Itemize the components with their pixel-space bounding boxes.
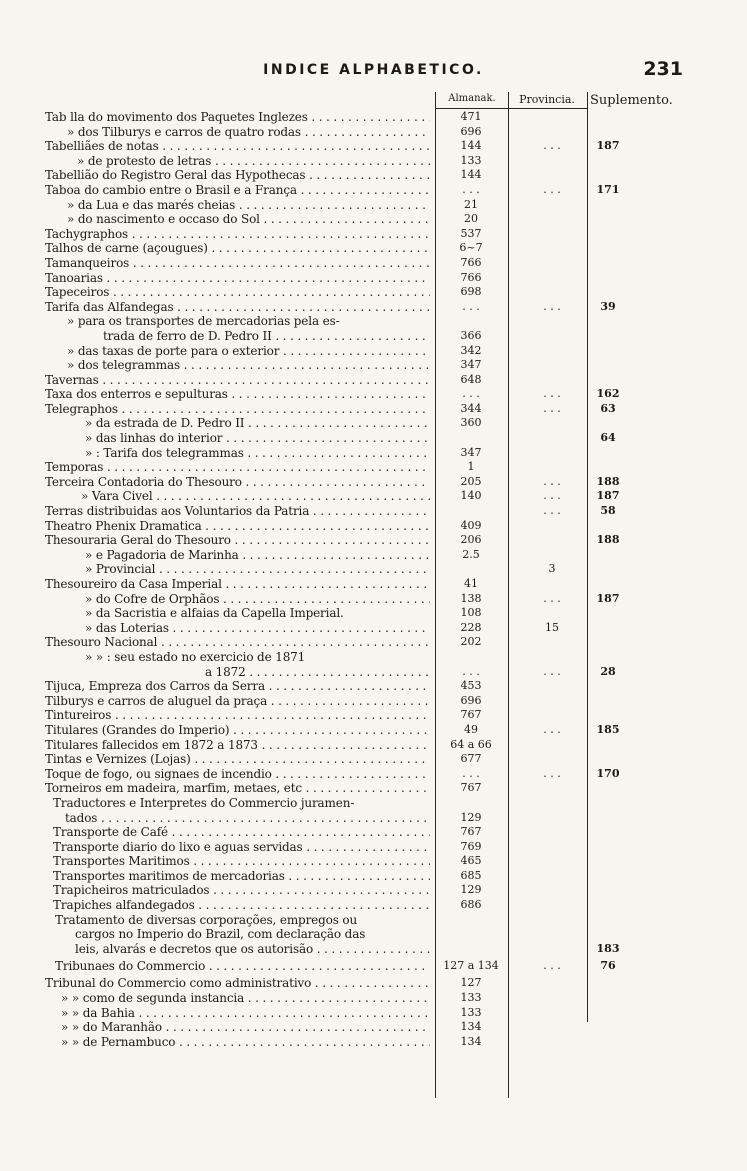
index-entry xyxy=(45,314,691,329)
entry-provincia-page: . . . xyxy=(543,591,561,605)
index-entry xyxy=(45,1035,691,1050)
index-entry xyxy=(45,635,691,650)
page-title: INDICE ALPHABETICO. xyxy=(263,62,484,78)
index-entry xyxy=(45,854,691,869)
entry-label: Temporas . . . xyxy=(45,460,430,475)
index-entry xyxy=(45,344,691,359)
entry-label: Tabelliães de notas . . . xyxy=(45,139,430,154)
entry-suplemento-page: 171 xyxy=(596,182,620,196)
entry-almanak-page: 767 xyxy=(460,825,482,839)
entry-label: » da Lua e das marés cheias . . . xyxy=(67,198,430,213)
entry-label: » da Sacristia e alfaias da Capella Imperial. xyxy=(85,606,344,621)
column-header-almanak: Almanak. xyxy=(448,93,496,104)
entry-label: Titulares (Grandes do Imperio) . . . xyxy=(45,723,430,738)
entry-label: Transportes Maritimos . . . xyxy=(53,854,430,869)
entry-label: Tintureiros . . . xyxy=(45,708,430,723)
index-entry xyxy=(45,504,691,519)
entry-label: Tratamento de diversas corporações, empregos ou xyxy=(55,912,358,927)
entry-label: » » da Bahia . . . xyxy=(61,1006,430,1021)
entry-provincia-page: . . . xyxy=(543,489,561,503)
entry-label: Talhos de carne (açougues) . . . xyxy=(45,241,430,256)
entry-almanak-page: 696 xyxy=(460,124,482,138)
entry-almanak-page: . . . xyxy=(462,766,480,780)
index-entry xyxy=(45,489,691,504)
entry-label: » das Loterias . . . xyxy=(85,621,430,636)
entry-almanak-page: 344 xyxy=(460,401,482,415)
index-entry xyxy=(45,519,691,534)
index-entry xyxy=(45,256,691,271)
entry-suplemento-page: 188 xyxy=(596,533,620,547)
entry-almanak-page: 347 xyxy=(460,445,482,459)
entry-provincia-page: 15 xyxy=(545,620,559,634)
entry-label: Taxa dos enterros e sepulturas . . . xyxy=(45,387,430,402)
index-entry xyxy=(45,942,691,957)
entry-label: Transportes maritimos de mercadorias . . . xyxy=(53,869,430,884)
entry-almanak-page: 129 xyxy=(460,810,482,824)
entry-almanak-page: 20 xyxy=(464,212,478,226)
entry-provincia-page: . . . xyxy=(543,959,561,973)
entry-almanak-page: 1 xyxy=(467,460,475,474)
entry-suplemento-page: 187 xyxy=(596,591,620,605)
entry-label: Tanoarias . . . xyxy=(45,271,430,286)
index-entry xyxy=(45,168,691,183)
entry-suplemento-page: 58 xyxy=(600,504,616,518)
entry-label: » de protesto de letras . . . xyxy=(77,154,430,169)
entry-label: Tribunaes do Commercio . . . xyxy=(55,956,430,976)
entry-label: » dos telegrammas . . . xyxy=(67,358,430,373)
entry-label: Tijuca, Empreza dos Carros da Serra . . . xyxy=(45,679,430,694)
entry-almanak-page: . . . xyxy=(462,299,480,313)
entry-suplemento-page: 183 xyxy=(596,941,620,955)
index-entry xyxy=(45,694,691,709)
entry-label: Trapiches alfandegados . . . xyxy=(53,898,430,913)
entry-provincia-page: . . . xyxy=(543,387,561,401)
index-entry xyxy=(45,373,691,388)
entry-almanak-page: 134 xyxy=(460,1034,482,1048)
entry-suplemento-page: 63 xyxy=(600,401,616,415)
entry-almanak-page: 6~7 xyxy=(459,241,483,255)
entry-almanak-page: 366 xyxy=(460,328,482,342)
index-entry xyxy=(45,956,691,976)
entry-label: » » como de segunda instancia . . . xyxy=(61,991,430,1006)
index-entry xyxy=(45,285,691,300)
entry-almanak-page: 228 xyxy=(460,620,482,634)
entry-label: » » do Maranhão . . . xyxy=(61,1020,430,1035)
index-entry xyxy=(45,416,691,431)
entry-almanak-page: 133 xyxy=(460,991,482,1005)
entry-label: Taboa do cambio entre o Brasil e a França . . . xyxy=(45,183,430,198)
index-entry xyxy=(45,139,691,154)
entry-label: Tab lla do movimento dos Paquetes Inglezes . . . xyxy=(45,110,430,125)
index-entry xyxy=(45,621,691,636)
index-entry xyxy=(45,212,691,227)
column-header-suplemento: Suplemento. xyxy=(590,93,673,108)
index-entry xyxy=(45,460,691,475)
entry-almanak-page: 144 xyxy=(460,139,482,153)
entry-almanak-page: 127 a 134 xyxy=(443,959,499,973)
entry-label: Tintas e Vernizes (Lojas) . . . xyxy=(45,752,430,767)
entry-almanak-page: 49 xyxy=(464,722,478,736)
entry-label: » Vara Civel . . . xyxy=(81,489,430,504)
index-entry xyxy=(45,738,691,753)
entry-suplemento-page: 162 xyxy=(596,387,620,401)
entry-provincia-page: . . . xyxy=(543,664,561,678)
entry-suplemento-page: 28 xyxy=(600,664,616,678)
index-entry-list xyxy=(45,110,691,1049)
index-entry xyxy=(45,927,691,942)
entry-label: » e Pagadoria de Marinha . . . xyxy=(85,548,430,563)
index-entry xyxy=(45,767,691,782)
entry-almanak-page: 205 xyxy=(460,474,482,488)
index-entry xyxy=(45,723,691,738)
index-entry xyxy=(45,475,691,490)
entry-almanak-page: 471 xyxy=(460,110,482,123)
index-entry xyxy=(45,811,691,826)
entry-almanak-page: 766 xyxy=(460,255,482,269)
entry-almanak-page: 537 xyxy=(460,226,482,240)
index-entry xyxy=(45,577,691,592)
index-entry xyxy=(45,665,691,680)
entry-almanak-page: 41 xyxy=(464,577,478,590)
index-entry xyxy=(45,606,691,621)
index-entry xyxy=(45,431,691,446)
index-entry xyxy=(45,402,691,417)
entry-almanak-page: 453 xyxy=(460,679,482,693)
entry-label: Traductores e Interpretes do Commercio juramen- xyxy=(53,795,355,810)
entry-label: trada de ferro de D. Pedro II . . . xyxy=(103,329,430,344)
entry-label: » » : seu estado no exercicio de 1871 xyxy=(85,649,306,664)
entry-label: Thesouro Nacional . . . xyxy=(45,635,430,650)
index-entry xyxy=(45,1020,691,1035)
entry-label: Tribunal do Commercio como administrativo . . . xyxy=(45,976,430,991)
index-entry xyxy=(45,548,691,563)
entry-suplemento-page: 64 xyxy=(600,431,616,445)
entry-almanak-page: 108 xyxy=(460,606,482,620)
header-rule xyxy=(435,108,587,109)
entry-almanak-page: 409 xyxy=(460,518,482,532)
entry-provincia-page: . . . xyxy=(543,722,561,736)
entry-label: Theatro Phenix Dramatica . . . xyxy=(45,519,430,534)
entry-almanak-page: 64 a 66 xyxy=(450,737,492,751)
index-entry xyxy=(45,883,691,898)
entry-label: tados . . . xyxy=(65,811,430,826)
entry-label: Tachygraphos . . . xyxy=(45,227,430,242)
index-entry xyxy=(45,271,691,286)
entry-almanak-page: . . . xyxy=(462,664,480,678)
entry-almanak-page: 686 xyxy=(460,898,482,912)
entry-label: Tavernas . . . xyxy=(45,373,430,388)
entry-almanak-page: 144 xyxy=(460,168,482,182)
entry-label: Toque de fogo, ou signaes de incendio . . . xyxy=(45,767,430,782)
index-entry xyxy=(45,679,691,694)
index-entry xyxy=(45,227,691,242)
entry-label: » da estrada de D. Pedro II . . . xyxy=(85,416,430,431)
entry-almanak-page: 2.5 xyxy=(462,547,480,561)
index-entry xyxy=(45,241,691,256)
index-entry xyxy=(45,781,691,796)
entry-label: Terceira Contadoria do Thesouro . . . xyxy=(45,475,430,490)
entry-almanak-page: 127 xyxy=(460,976,482,990)
index-entry xyxy=(45,752,691,767)
entry-label: » dos Tilburys e carros de quatro rodas . . . xyxy=(67,125,430,140)
entry-provincia-page: . . . xyxy=(543,299,561,313)
entry-label: » para os transportes de mercadorias pela es- xyxy=(67,314,340,329)
entry-label: » das linhas do interior . . . xyxy=(85,431,430,446)
entry-almanak-page: . . . xyxy=(462,182,480,196)
entry-label: Transporte diario do lixo e aguas servidas . . . xyxy=(53,840,430,855)
entry-label: cargos no Imperio do Brazil, com declaração das xyxy=(75,927,366,942)
index-entry xyxy=(45,825,691,840)
index-entry xyxy=(45,183,691,198)
entry-almanak-page: 698 xyxy=(460,285,482,299)
entry-label: Terras distribuidas aos Voluntarios da Patria . . . xyxy=(45,504,430,519)
entry-suplemento-page: 76 xyxy=(600,959,616,973)
entry-almanak-page: 21 xyxy=(464,197,478,211)
entry-label: a 1872 . . . xyxy=(205,665,430,680)
entry-almanak-page: 767 xyxy=(460,781,482,795)
entry-almanak-page: 133 xyxy=(460,1005,482,1019)
entry-label: » do nascimento e occaso do Sol . . . xyxy=(67,212,430,227)
index-entry xyxy=(45,913,691,928)
entry-label: Telegraphos . . . xyxy=(45,402,430,417)
index-entry xyxy=(45,533,691,548)
entry-almanak-page: 677 xyxy=(460,752,482,766)
entry-provincia-page: . . . xyxy=(543,504,561,518)
entry-label: Trapicheiros matriculados . . . xyxy=(53,883,430,898)
index-entry xyxy=(45,329,691,344)
index-entry xyxy=(45,562,691,577)
entry-label: » » de Pernambuco . . . xyxy=(61,1035,430,1050)
index-entry xyxy=(45,154,691,169)
entry-label: Tilburys e carros de aluguel da praça . . . xyxy=(45,694,430,709)
index-entry xyxy=(45,125,691,140)
entry-almanak-page: 696 xyxy=(460,693,482,707)
page-number: 231 xyxy=(643,58,683,80)
entry-almanak-page: 685 xyxy=(460,868,482,882)
entry-label: Tarifa das Alfandegas . . . xyxy=(45,300,430,315)
entry-provincia-page: . . . xyxy=(543,474,561,488)
index-entry xyxy=(45,592,691,607)
index-entry xyxy=(45,869,691,884)
entry-label: Tabellião do Registro Geral das Hypothecas . . . xyxy=(45,168,430,183)
entry-label: » das taxas de porte para o exterior . . . xyxy=(67,344,430,359)
entry-suplemento-page: 187 xyxy=(596,139,620,153)
index-entry xyxy=(45,446,691,461)
index-entry xyxy=(45,650,691,665)
column-header-provincia: Provincia. xyxy=(519,93,575,106)
entry-almanak-page: 347 xyxy=(460,358,482,372)
index-entry xyxy=(45,976,691,991)
index-entry xyxy=(45,708,691,723)
index-entry xyxy=(45,198,691,213)
entry-label: Thesouraria Geral do Thesouro . . . xyxy=(45,533,430,548)
index-entry xyxy=(45,358,691,373)
entry-label: Thesoureiro da Casa Imperial . . . xyxy=(45,577,430,592)
entry-label: leis, alvarás e decretos que os autorisão . . . xyxy=(75,942,430,957)
entry-almanak-page: 134 xyxy=(460,1020,482,1034)
entry-provincia-page: . . . xyxy=(543,401,561,415)
entry-provincia-page: . . . xyxy=(543,766,561,780)
entry-almanak-page: 465 xyxy=(460,854,482,868)
entry-label: » : Tarifa dos telegrammas . . . xyxy=(85,446,430,461)
entry-suplemento-page: 170 xyxy=(596,766,620,780)
entry-label: Torneiros em madeira, marfim, metaes, etc . . . xyxy=(45,781,430,796)
entry-almanak-page: 138 xyxy=(460,591,482,605)
entry-label: » Provincial . . . xyxy=(85,562,430,577)
entry-label: Tapeceiros . . . xyxy=(45,285,430,300)
entry-almanak-page: 342 xyxy=(460,343,482,357)
entry-almanak-page: . . . xyxy=(462,387,480,401)
entry-almanak-page: 202 xyxy=(460,635,482,649)
entry-almanak-page: 769 xyxy=(460,839,482,853)
index-entry xyxy=(45,840,691,855)
entry-almanak-page: 648 xyxy=(460,372,482,386)
index-entry xyxy=(45,387,691,402)
index-entry xyxy=(45,796,691,811)
entry-label: Transporte de Café . . . xyxy=(53,825,430,840)
entry-almanak-page: 206 xyxy=(460,533,482,547)
entry-almanak-page: 133 xyxy=(460,153,482,167)
index-entry xyxy=(45,1006,691,1021)
entry-suplemento-page: 188 xyxy=(596,474,620,488)
entry-almanak-page: 360 xyxy=(460,416,482,430)
entry-provincia-page: 3 xyxy=(548,562,556,576)
index-entry xyxy=(45,110,691,125)
entry-suplemento-page: 187 xyxy=(596,489,620,503)
index-entry xyxy=(45,300,691,315)
entry-almanak-page: 140 xyxy=(460,489,482,503)
entry-label: Titulares fallecidos em 1872 a 1873 . . . xyxy=(45,738,430,753)
entry-provincia-page: . . . xyxy=(543,139,561,153)
entry-label: » do Cofre de Orphãos . . . xyxy=(85,592,430,607)
entry-suplemento-page: 39 xyxy=(600,299,616,313)
index-entry xyxy=(45,991,691,1006)
entry-suplemento-page: 185 xyxy=(596,722,620,736)
entry-label: Tamanqueiros . . . xyxy=(45,256,430,271)
entry-almanak-page: 767 xyxy=(460,708,482,722)
entry-provincia-page: . . . xyxy=(543,182,561,196)
entry-almanak-page: 766 xyxy=(460,270,482,284)
entry-almanak-page: 129 xyxy=(460,883,482,897)
index-entry xyxy=(45,898,691,913)
